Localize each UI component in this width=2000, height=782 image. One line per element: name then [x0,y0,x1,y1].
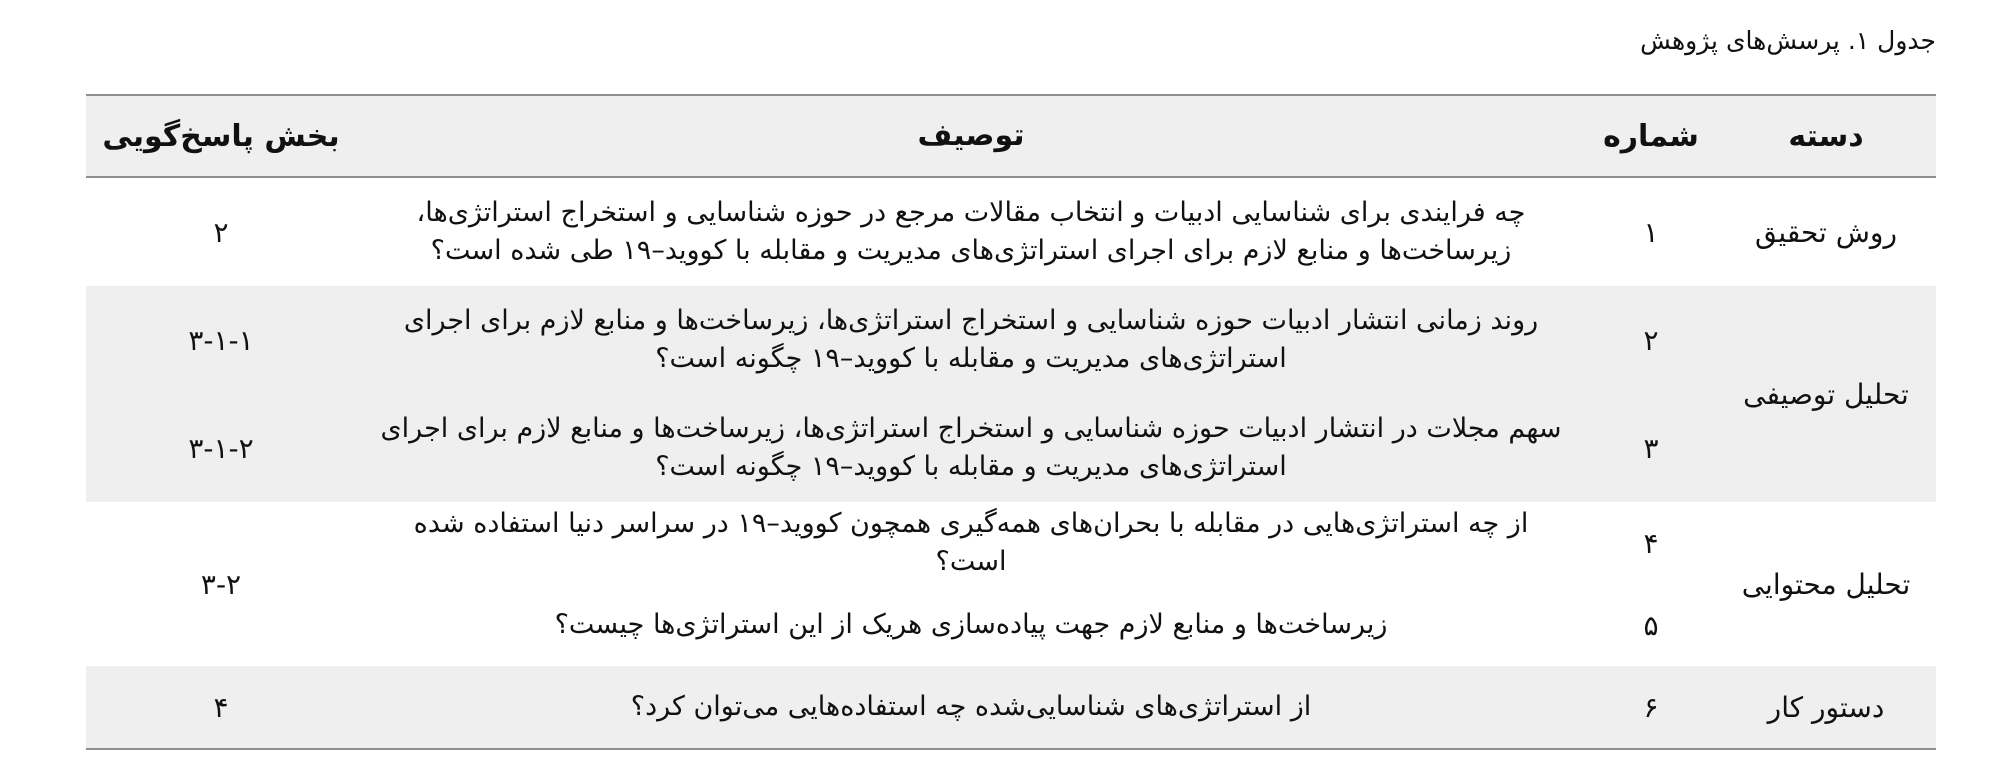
category-cell: دستور کار [1767,690,1885,724]
table-row [86,394,1716,502]
description-cell [356,178,1586,286]
category-cell: تحلیل توصیفی [1743,377,1909,411]
table-row [356,502,1716,584]
description-text: چه فرایندی برای شناسایی ادبیات و انتخاب مقالات مرجع در حوزه شناسایی و استخراج استراتژی‌ها، زیرساخت‌ها و منابع لازم برای اجرای استراتژی‌های مدیریت و مقابله با کووید–۱۹ طی شده است؟ [416,197,1526,266]
section-cell: ۳-۱-۲ [188,431,254,465]
description-text: از استراتژی‌های شناسایی‌شده چه استفاده‌هایی می‌توان کرد؟ [630,691,1312,722]
number-cell: ۵ [1643,608,1659,642]
table-row-group [86,286,1936,502]
header-section: بخش پاسخ‌گویی [102,118,340,154]
table-caption: جدول ۱. پرسش‌های پژوهش [1640,26,1936,55]
category-cell: تحلیل محتوایی [1741,567,1911,601]
description-text: از چه استراتژی‌هایی در مقابله با بحران‌های همه‌گیری همچون کووید–۱۹ در سراسر دنیا استفاده شده است؟ [413,508,1529,577]
number-cell: ۴ [1643,526,1659,560]
description-cell [356,502,1586,584]
description-cell [356,666,1586,748]
number-cell: ۶ [1643,690,1659,724]
subrows [356,502,1716,666]
description-cell [356,584,1586,666]
description-text: زیرساخت‌ها و منابع لازم جهت پیاده‌سازی هریک از این استراتژی‌ها چیست؟ [554,609,1388,640]
table-row [356,584,1716,666]
table-row [86,666,1936,748]
section-cell: ۲ [213,215,229,249]
number-cell: ۱ [1643,215,1659,249]
table-row-group [86,502,1936,666]
header-category: دسته [1788,118,1864,154]
header-number: شماره [1603,118,1699,154]
section-cell: ۴ [213,690,229,724]
section-cell: ۳-۱-۱ [188,323,254,357]
category-cell: روش تحقیق [1755,215,1897,249]
description-cell [356,286,1586,394]
research-questions-table [86,94,1936,750]
number-cell: ۲ [1643,323,1659,357]
subrows [86,286,1716,502]
header-description: توصیف [917,118,1025,153]
section-cell: ۳-۲ [200,567,242,601]
description-cell [356,394,1586,502]
table-row [86,178,1936,286]
description-text: سهم مجلات در انتشار ادبیات حوزه شناسایی و استخراج استراتژی‌ها، زیرساخت‌ها و منابع لازم برای اجرای استراتژی‌های مدیریت و مقابله با کووید–۱۹ چگونه است؟ [380,413,1562,482]
number-cell: ۳ [1643,431,1659,465]
table-header-row [86,96,1936,178]
table-row [86,286,1716,394]
description-text: روند زمانی انتشار ادبیات حوزه شناسایی و استخراج استراتژی‌ها، زیرساخت‌ها و منابع لازم برای اجرای استراتژی‌های مدیریت و مقابله با کووید–۱۹ چگونه است؟ [403,305,1539,374]
